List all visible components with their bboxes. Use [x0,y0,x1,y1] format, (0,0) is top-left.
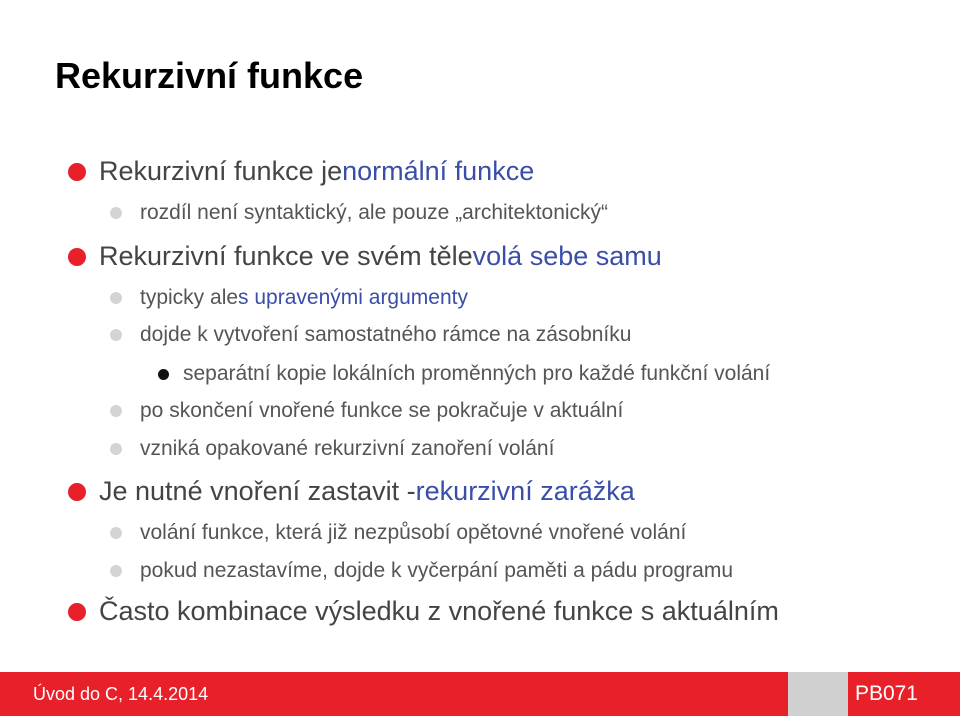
bullet-item [110,323,631,347]
red-bullet-icon [68,248,86,266]
black-bullet-icon [158,369,169,380]
bullet-item [110,201,608,225]
bullet-text: separátní kopie lokálních proměnných pro každé funkční volání [183,362,771,385]
bullet-highlight: rekurzivní zarážka [415,476,635,506]
bullet-item [110,399,623,423]
bullet-item [158,362,770,386]
bullet-text: volání funkce, která již nezpůsobí opětovné vnořené volání [140,521,687,544]
bullet-text: rozdíl není syntaktický, ale pouze „architektonický“ [140,201,609,224]
bullet-item [68,241,662,272]
red-bullet-icon [68,163,86,181]
footer-divider [788,672,848,716]
bullet-item [68,156,534,187]
bullet-text: typicky ale [140,286,239,309]
bullet-text: Je nutné vnoření zastavit - [99,476,416,506]
grey-bullet-icon [110,292,122,304]
bullet-text: Často kombinace výsledku z vnořené funkce s aktuálním [99,596,779,626]
bullet-item [110,437,554,461]
bullet-item [68,476,635,507]
bullet-item [110,286,468,310]
slide-title: Rekurzivní funkce [55,55,364,96]
grey-bullet-icon [110,329,122,341]
bullet-highlight: s upravenými argumenty [238,286,468,309]
grey-bullet-icon [110,207,122,219]
footer [0,672,960,716]
red-bullet-icon [68,483,86,501]
grey-bullet-icon [110,565,122,577]
grey-bullet-icon [110,527,122,539]
bullet-highlight: normální funkce [342,156,535,186]
bullet-text: dojde k vytvoření samostatného rámce na zásobníku [140,323,632,346]
bullet-item [110,521,686,545]
footer-course-date: Úvod do C, 14.4.2014 [0,672,788,716]
footer-course-code: PB071 [848,672,960,716]
bullet-text: Rekurzivní funkce ve svém těle [99,241,473,271]
grey-bullet-icon [110,443,122,455]
grey-bullet-icon [110,405,122,417]
bullet-item [68,596,779,627]
bullet-highlight: volá sebe samu [472,241,662,271]
bullet-text: po skončení vnořené funkce se pokračuje v aktuální [140,399,624,422]
bullet-item [110,559,733,583]
bullet-text: vzniká opakované rekurzivní zanoření volání [140,437,555,460]
bullet-text: pokud nezastavíme, dojde k vyčerpání paměti a pádu programu [140,559,734,582]
red-bullet-icon [68,603,86,621]
bullet-text: Rekurzivní funkce je [99,156,343,186]
